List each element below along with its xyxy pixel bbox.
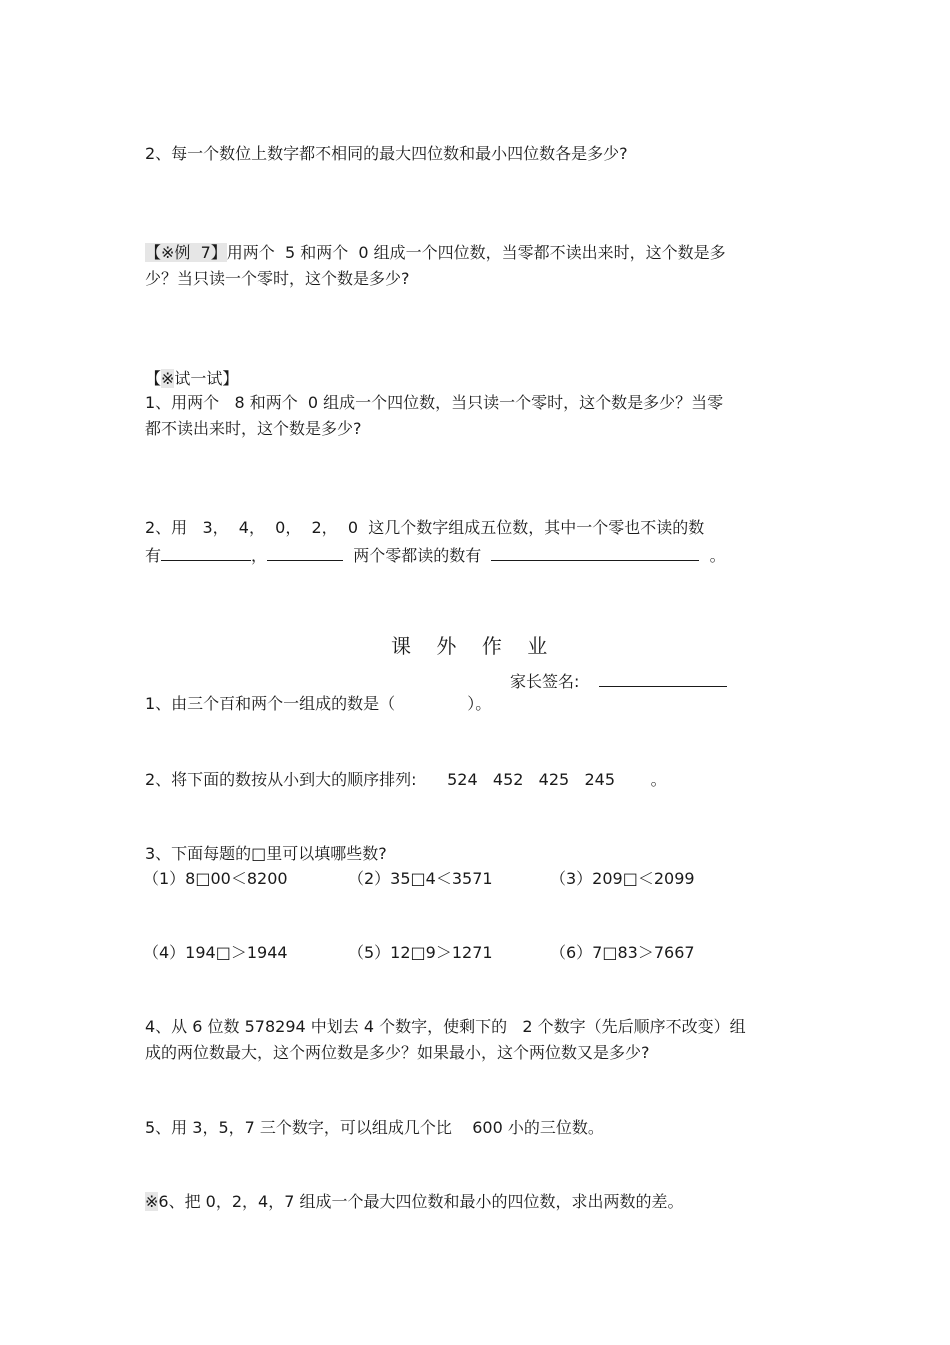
try-1-line-1: 1、用两个 8 和两个 0 组成一个四位数，当只读一个零时，这个数是多少？当零 — [145, 393, 724, 412]
homework-q3-item-5: （5）12□9＞1271 — [348, 943, 493, 962]
homework-q6-text: 6、把 0，2，4，7 组成一个最大四位数和最小的四位数，求出两数的差。 — [158, 1192, 684, 1211]
try-2-end: 。 — [699, 546, 726, 565]
try-heading-open: 【 — [145, 369, 162, 388]
answer-blank-2[interactable] — [267, 544, 343, 561]
answer-blank-1[interactable] — [161, 544, 251, 561]
try-heading-mark: ※ — [161, 369, 175, 388]
try-2-comma: ， — [251, 546, 268, 565]
homework-q1-a: 1、由三个百和两个一组成的数是（ — [145, 694, 396, 713]
question-2-top: 2、每一个数位上数字都不相同的最大四位数和最小四位数各是多少? — [145, 144, 628, 163]
homework-q3-item-6: （6）7□83＞7667 — [550, 943, 695, 962]
parent-signature-label: 家长签名: — [510, 672, 580, 691]
homework-q4-line-2: 成的两位数最大，这个两位数是多少？如果最小，这个两位数又是多少? — [145, 1043, 650, 1062]
try-2-line-2 — [145, 544, 726, 566]
homework-q4-line-1: 4、从 6 位数 578294 中划去 4 个数字，使剩下的 2 个数字（先后顺序不改变）组 — [145, 1017, 746, 1036]
homework-q5: 5、用 3，5，7 三个数字，可以组成几个比 600 小的三位数。 — [145, 1118, 604, 1137]
example-7-tag: 【※例 7】 — [145, 243, 227, 262]
homework-q3-item-3: （3）209□＜2099 — [550, 869, 695, 888]
try-2-line-1: 2、用 3， 4， 0， 2， 0 这几个数字组成五位数，其中一个零也不读的数 — [145, 518, 705, 537]
homework-q6-mark: ※ — [145, 1192, 159, 1211]
parent-signature — [510, 669, 727, 692]
homework-q3-item-1: （1）8□00＜8200 — [143, 869, 288, 888]
try-2-middle: 两个零都读的数有 — [343, 546, 492, 565]
example-7-text-1: 用两个 5 和两个 0 组成一个四位数，当零都不读出来时，这个数是多 — [226, 243, 726, 262]
homework-q1-b: ）。 — [467, 694, 492, 713]
try-2-prefix: 有 — [145, 546, 162, 565]
answer-blank-3[interactable] — [491, 544, 699, 561]
try-1-line-2: 都不读出来时，这个数是多少? — [145, 419, 362, 438]
parent-signature-blank[interactable] — [599, 670, 727, 687]
try-heading-rest: 试一试】 — [174, 369, 239, 388]
homework-q3: 3、下面每题的□里可以填哪些数? — [145, 844, 387, 863]
homework-q3-item-4: （4）194□＞1944 — [143, 943, 288, 962]
homework-title: 课 外 作 业 — [391, 634, 548, 658]
homework-q3-item-2: （2）35□4＜3571 — [348, 869, 493, 888]
try-heading — [145, 369, 238, 389]
example-7-line-2: 少？当只读一个零时，这个数是多少? — [145, 269, 410, 288]
homework-q2: 2、将下面的数按从小到大的顺序排列: 524 452 425 245 。 — [145, 770, 667, 789]
homework-q6 — [145, 1192, 683, 1212]
homework-q1 — [145, 694, 491, 714]
example-7-line-1 — [145, 243, 726, 263]
